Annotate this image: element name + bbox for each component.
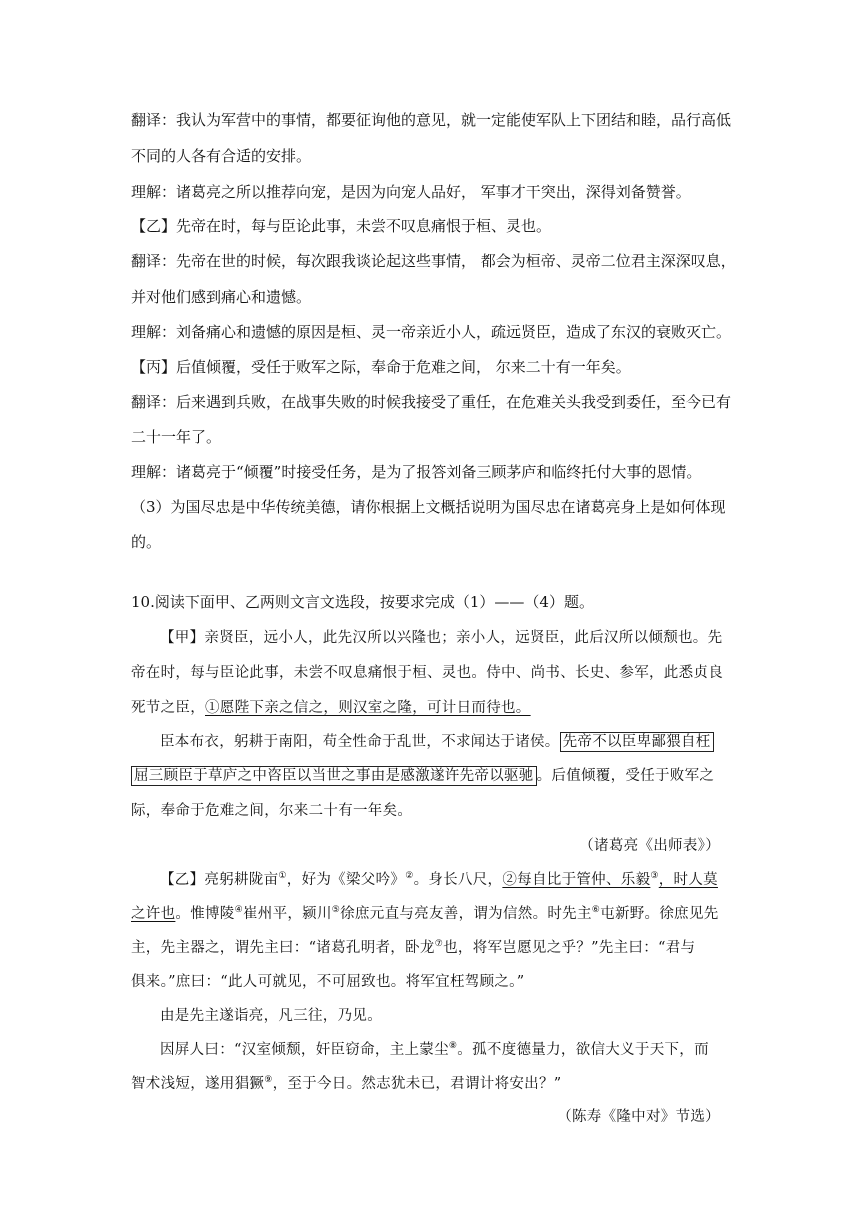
- jia-paragraph-1-line-3: [131, 698, 531, 718]
- footnote-mark-8: ⑧: [448, 1041, 458, 1052]
- yi-paragraph-3-line-1: [160, 1040, 709, 1060]
- jia-source: （诸葛亮《出师表》）: [579, 838, 720, 854]
- boxed-sentence-part-2: 屈三顾臣于草庐之中咨臣以当世之事由是感激遂许先帝以驱驰: [131, 766, 537, 786]
- underlined-sentence-2-cont: ，时人莫: [658, 872, 718, 888]
- footnote-mark-1: ①: [278, 871, 287, 882]
- yi-paragraph-1-line-4: 俱来。”庶曰：“此人可就见，不可屈致也。将军宜枉驾顾之。”: [131, 974, 525, 990]
- translation-3-line-2: 二十一年了。: [131, 428, 222, 446]
- yi-paragraph-2: 由是先主遂诣亮，凡三往，乃见。: [160, 1008, 382, 1024]
- jia-text: 。后值倾覆，受任于败军之: [536, 768, 715, 784]
- yi-text: ，至于今日。然志犹未已，君谓计将安出？”: [272, 1076, 562, 1092]
- yi-text: 崔州平，颍川: [242, 906, 332, 922]
- question-3-line-1: （3）为国尽忠是中华传统美德，请你根据上文概括说明为国尽忠在诸葛亮身上是如何体现: [131, 498, 726, 516]
- jia-text: 臣本布衣，躬耕于南阳，苟全性命于乱世，不求闻达于诸侯。: [160, 734, 560, 750]
- yi-quote-line: 【乙】先帝在时，每与臣论此事，未尝不叹息痛恨于桓、灵也。: [131, 217, 552, 235]
- footnote-mark-7: ⑦: [434, 939, 444, 950]
- jia-text: 死节之臣，: [131, 700, 205, 716]
- yi-text: 。惟博陵: [175, 906, 235, 922]
- understanding-3: 理解：诸葛亮于“倾覆”时接受任务，是为了报答刘备三顾茅庐和临终托付大事的恩情。: [131, 463, 702, 481]
- understanding-1: 理解：诸葛亮之所以推荐向宠，是因为向宠人品好， 军事才干突出，深得刘备赞誉。: [131, 183, 691, 201]
- understanding-2: 理解：刘备痛心和遗憾的原因是桓、灵一帝亲近小人，疏远贤臣，造成了东汉的衰败灭亡。: [131, 323, 732, 341]
- jia-paragraph-1-line-1: 【甲】亲贤臣，远小人，此先汉所以兴隆也；亲小人，远贤臣，此后汉所以倾颓也。先: [160, 630, 723, 646]
- translation-2-line-1: 翻译：先帝在世的时候，每次跟我谈论起这些事情， 都会为桓帝、灵帝二位君主深深叹息，: [131, 252, 736, 270]
- footnote-mark-3: ③: [650, 871, 659, 882]
- underlined-sentence-2: ②每自比于管仲、乐毅: [502, 872, 651, 888]
- underlined-sentence-2-end: 之许也: [131, 906, 176, 922]
- translation-3-line-1: 翻译：后来遇到兵败，在战事失败的时候我接受了重任，在危难关头我受到委任，至今已有: [131, 393, 732, 411]
- yi-text: 智术浅短，遂用猖獗: [131, 1076, 265, 1092]
- underlined-sentence-1: ①愿陛下亲之信之，则汉室之隆，可计日而待也。: [205, 700, 531, 716]
- translation-1-line-1: 翻译：我认为军营中的事情，都要征询他的意见，就一定能使军队上下团结和睦，品行高低: [131, 111, 732, 129]
- yi-paragraph-1-line-2: [131, 904, 719, 924]
- footnote-mark-2: ②: [405, 871, 414, 882]
- yi-text: ，好为《梁父吟》: [286, 872, 406, 888]
- yi-text: 。孤不度德量力，欲信大义于天下，而: [457, 1042, 709, 1058]
- boxed-sentence-part-1: 先帝不以臣卑鄙猥自枉: [560, 732, 714, 752]
- jia-paragraph-1-line-2: 帝在时，每与臣论此事，未尝不叹息痛恨于桓、灵也。侍中、尚书、长史、参军，此悉贞良: [131, 665, 723, 681]
- jia-paragraph-2-line-1: [160, 732, 714, 752]
- jia-paragraph-2-line-2: [131, 766, 714, 786]
- yi-paragraph-3-line-2: [131, 1074, 562, 1094]
- translation-1-line-2: 不同的人各有合适的安排。: [131, 147, 312, 165]
- yi-text: 主，先主器之，谓先主曰：“诸葛孔明者，卧龙: [131, 940, 435, 956]
- yi-paragraph-1-line-1: [160, 870, 718, 890]
- bing-quote-line: 【丙】后值倾覆，受任于败军之际，奉命于危难之间， 尔来二十有一年矣。: [131, 358, 631, 376]
- footnote-mark-4: ④: [234, 905, 243, 916]
- footnote-mark-6: ⑥: [591, 905, 601, 916]
- yi-paragraph-1-line-3: [131, 938, 695, 958]
- footnote-mark-5: ⑤: [331, 905, 341, 916]
- yi-text: 。身长八尺，: [413, 872, 503, 888]
- yi-text: 【乙】亮躬耕陇亩: [160, 872, 279, 888]
- yi-text: 徐庶元直与亮友善，谓为信然。时先主: [340, 906, 592, 922]
- yi-text: 因屏人曰：“汉室倾颓，奸臣窃命，主上蒙尘: [160, 1042, 449, 1058]
- yi-text: 也，将军岂愿见之乎？”先主曰：“君与: [443, 940, 696, 956]
- translation-2-line-2: 并对他们感到痛心和遗憾。: [131, 288, 312, 306]
- question-3-line-2: 的。: [131, 533, 162, 551]
- footnote-mark-9: ⑨: [264, 1075, 273, 1086]
- question-10-stem: 10.阅读下面甲、乙两则文言文选段，按要求完成（1）——（4）题。: [131, 593, 594, 611]
- yi-text: 屯新野。徐庶见先: [600, 906, 719, 922]
- yi-source: （陈寿《隆中对》节选）: [557, 1109, 720, 1125]
- jia-paragraph-2-line-3: 际，奉命于危难之间，尔来二十有一年矣。: [131, 803, 413, 819]
